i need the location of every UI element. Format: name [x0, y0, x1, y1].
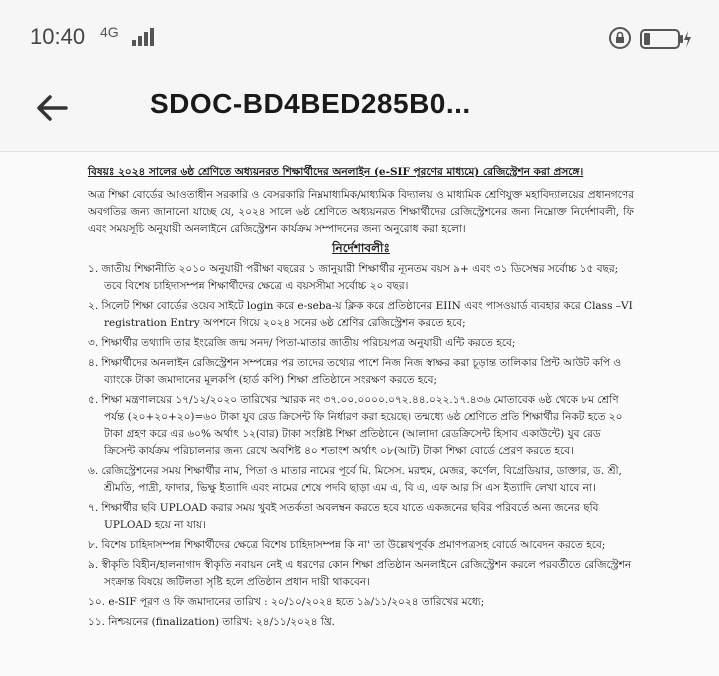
instruction-item: ৮. বিশেষ চাহিদাসম্পন্ন শিক্ষার্থীদের ক্ষেত্রে বিশেষ চাহিদাসম্পন্ন কি না' তা উল্লেখপূর্বক প্রমাণপত্রসহ বোর্ডে আবেদন করতে হবে; [88, 539, 606, 551]
app-bar [0, 76, 719, 152]
signal-icon [132, 26, 162, 46]
document-intro: অত্র শিক্ষা বোর্ডের আওতাধীন সরকারি ও বেসরকারি নিম্নমাধ্যমিক/মাধ্যমিক বিদ্যালয় ও মাধ্যমিক শ্রেণিযুক্ত মহাবিদ্যালয়ের প্রধানগণের অবগতির জন্য জানানো যাচ্ছে যে, ২০২৪ সালে ৬ষ্ঠ শ্রেণিতে অধ্যয়নরত শিক্ষার্থীদের রেজিস্ট্রেশনের জন্য নিম্নোক্ত নির্দেশাবলী, ফি এবং সময়সূচি অনুযায়ী অনলাইনে রেজিস্ট্রেশন কার্যক্রম সম্পাদনের জন্য অনুরোধ করা হলো। [88, 189, 634, 235]
clock: 10:40 [30, 24, 86, 49]
instruction-list [88, 261, 634, 631]
instruction-item: ৫. শিক্ষা মন্ত্রণালয়ের ১৭/১২/২০২০ তারিখের স্মারক নং ৩৭.০০.০০০০.০৭২.৪৪.০২২.১৭.৪৩৬ মোতাবেক ৬ষ্ঠ থেকে ৮ম শ্রেণি পর্যন্ত (২০+২০+২০)=৬০ টাকা যুব রেড ক্রিসেন্ট ফি নির্ধারণ করা হয়েছে। তন্মধ্যে ৬ষ্ঠ শ্রেণিতে প্রতি শিক্ষার্থীর নিকট হতে ২০ টাকা গ্রহণ করে এর ৬০% অর্থাৎ ১২(বার) টাকা সংশ্লিষ্ট শিক্ষা প্রতিষ্ঠানে (আলাদা রেডক্রিসেন্ট হিসাব একাউন্টে) যুব রেড ক্রিসেন্ট কার্যক্রম পরিচালনার জন্য রেখে অবশিষ্ট ৪০ শতাংশ অর্থাৎ ০৮(আট) টাকা শিক্ষা বোর্ডে প্রেরণ করতে হবে। [88, 394, 623, 457]
instruction-item: ২. সিলেট শিক্ষা বোর্ডের ওয়েব সাইটে login করে e-seba-য় ক্লিক করে প্রতিষ্ঠানের EIIN এবং পাসওয়ার্ড ব্যবহার করে Class –VI registration Entry অপশনে গিয়ে ২০২৪ সনের ৬ষ্ঠ শ্রেণির রেজিস্ট্রেশন করতে হবে; [88, 300, 633, 329]
lock-rotation-icon [608, 26, 632, 50]
instruction-item: ৯. স্বীকৃতি বিহীন/হালনাগাদ স্বীকৃতি নবায়ন নেই এ ধরণের কোন শিক্ষা প্রতিষ্ঠান অনলাইনে রেজিস্ট্রেশন করলে পরবর্তীতে রেজিস্ট্রেশন সংক্রান্ত বিষয়ে জটিলতা সৃষ্টি হলে প্রতিষ্ঠান প্রধান দায়ী থাকবেন। [88, 559, 632, 588]
back-arrow-icon[interactable] [32, 88, 72, 128]
instruction-item: ৬. রেজিস্ট্রেশনের সময় শিক্ষার্থীর নাম, পিতা ও মাতার নামের পূর্বে মি. মিসেস. মরহুম, মেজর, কর্ণেল, বিগ্রেডিয়ার, ডাক্তার, ড. শ্রী, শ্রীমতি, পাদ্রী, ফাদার, ভিক্ষু ইত্যাদি এবং নামের শেষে পদবি ছাড়া এম এ, বি এ, এফ আর সি এস ইত্যাদি লেখা যাবে না। [88, 465, 622, 494]
instruction-item: ১০. e-SIF পূরণ ও ফি জমাদানের তারিখ : ২০/১০/২০২৪ হতে ১৯/১১/২০২৪ তারিখের মধ্যে; [88, 596, 485, 608]
battery-charging-icon [640, 28, 692, 50]
instruction-item: ৭. শিক্ষার্থীর ছবি UPLOAD করার সময় খুবই সতর্কতা অবলম্বন করতে হবে যাতে একজনের ছবির পরিবর্তে অন্য জনের ছবি UPLOAD হয়ে না যায়। [88, 502, 599, 531]
instruction-item: ১. জাতীয় শিক্ষানীতি ২০১০ অনুযায়ী পরীক্ষা বছরের ১ জানুয়ারী শিক্ষার্থীর ন্যূনতম বয়স ৯+ এবং ৩১ ডিসেম্বর সর্বোচ্চ ১৫ বছর; তবে বিশেষ চাহিদাসম্পন্ন শিক্ষার্থীদের ক্ষেত্রে এ বয়সসীমা সর্বোচ্চ ২০ বছর। [88, 263, 619, 292]
network-type: 4G [100, 24, 119, 40]
document-subject [88, 164, 634, 181]
instruction-item: ৩. শিক্ষার্থীর তথ্যাদি তার ইংরেজি জন্ম সনদ/ পিতা-মাতার জাতীয় পরিচয়পত্র অনুযায়ী এন্টি করতে হবে; [88, 337, 516, 349]
instructions-heading: নির্দেশাবলীঃ [332, 241, 390, 255]
status-bar [0, 0, 719, 76]
instruction-item: ১১. নিশ্চয়নের (finalization) তারিখ: ২৪/১১/২০২৪ খ্রি. [88, 616, 336, 628]
document-viewer[interactable] [0, 152, 719, 676]
document-title: SDOC-BD4BED285B0... [150, 88, 471, 119]
instruction-item: ৪. শিক্ষার্থীদের অনলাইন রেজিস্ট্রেশন সম্পন্নের পর তাদের তথ্যের পাশে নিজ নিজ স্বাক্ষর করা চূড়ান্ত তালিকার প্রিন্ট আউট কপি ও ব্যাংকে টাকা জমাদানের মূলকপি (হার্ড কপি) শিক্ষা প্রতিষ্ঠানে সংরক্ষণ করতে হবে; [88, 357, 622, 386]
subject-text: বিষয়ঃ ২০২৪ সালের ৬ষ্ঠ শ্রেণিতে অধ্যয়নরত শিক্ষার্থীদের অনলাইন (e-SIF পূরণের মাধ্যমে) রেজিস্ট্রেশন করা প্রসঙ্গে। [88, 166, 584, 178]
document-page [88, 164, 634, 634]
